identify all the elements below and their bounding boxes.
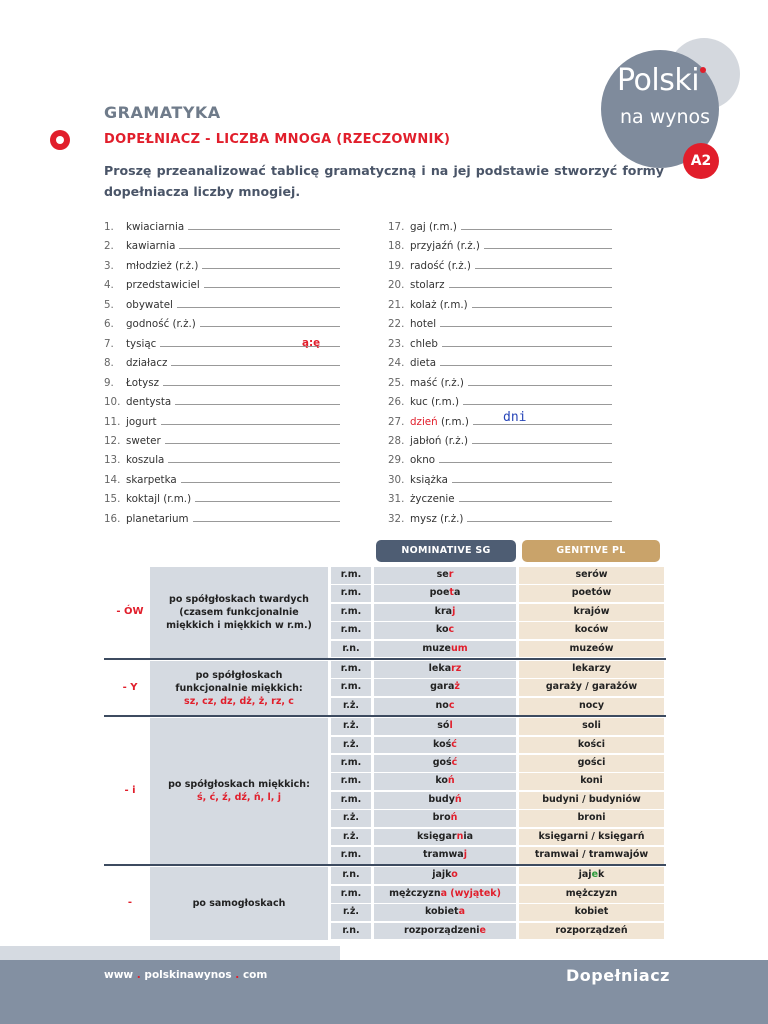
exercise-word: jabłoń (r.ż.) [410,434,469,447]
exercise-word: przedstawiciel [126,279,200,292]
stem: rozporządzeni [404,924,480,936]
stem: gara [430,681,455,693]
nominative-cell [374,718,516,735]
logo-title: Polski [617,63,700,98]
ending: ż [454,681,460,693]
exercise-number: 19. [388,259,405,272]
answer-line [461,217,612,230]
answer-line [163,373,340,386]
genitive-cell [519,867,664,884]
genitive-cell: muzeów [519,641,664,658]
exercise-item [104,353,340,372]
gender-cell: r.m. [331,604,371,621]
stem: jajk [432,869,452,881]
exercise-number: 23. [388,337,405,350]
answer-line [463,392,612,405]
exercise-number: 28. [388,434,405,447]
exercise-number: 9. [104,376,114,389]
rule-description [150,718,328,864]
gen-part: k [598,869,605,881]
genitive-cell: mężczyzn [519,886,664,903]
exercise-number: 1. [104,221,114,233]
exercise-number: 22. [388,318,405,331]
exercise-word: obywatel [126,298,173,311]
exercise-item [388,256,612,275]
rule-text [179,897,300,910]
nominative-cell [374,661,516,678]
exercise-word: godność (r.ż.) [126,318,196,331]
exercise-number: 12. [104,434,121,447]
genitive-cell: poetów [519,585,664,602]
answer-line [193,509,340,522]
exercise-item [104,509,340,528]
ending: rz [451,663,462,674]
rule-main: po spółgłoskach twardych (czasem funkcjonalnie miękkich i miękkich w r.m.) [166,594,312,631]
ending: um [450,642,468,654]
exercise-item [388,334,612,353]
rule-text [150,669,328,708]
gender-cell: r.ż. [331,718,371,735]
answer-line [467,509,612,522]
exercise-item [388,236,612,255]
stem: mężczyzn [389,887,441,899]
ending: n [456,830,464,842]
answer-line [195,489,340,502]
nominative-cell [374,867,516,884]
stem: kra [434,605,453,617]
exercise-item [388,489,612,508]
nominative-cell [374,847,516,864]
gender-cell: r.m. [331,886,371,903]
gender-cell: r.m. [331,585,371,602]
exercise-item [104,392,340,411]
exercise-number: 18. [388,240,405,253]
stem: bro [432,812,451,824]
exercise-word: życzenie [410,493,455,506]
ending: e [479,924,486,936]
ending: j [463,849,467,860]
exercise-word: skarpetka [126,473,177,486]
exercise-note: ą:ę [302,336,321,349]
exercise-number: 30. [388,473,405,486]
exercise-item [104,334,340,353]
rule-text [150,593,328,632]
exercise-word: mysz (r.ż.) [410,512,464,525]
nominative-cell [374,679,516,696]
stem: no [435,699,449,711]
stem: leka [428,663,452,674]
exercise-item [104,450,340,469]
exercise-word: okno [410,454,436,467]
exercise-word: stolarz [410,279,445,292]
exercise-number: 14. [104,473,121,486]
nominative-cell [374,755,516,772]
instruction-text: Proszę przeanalizować tablicę gramatyczną i na jej podstawie stworzyć formy dopełniacza liczby mnogiej. [104,163,664,199]
exercise-number: 16. [104,512,121,525]
ending: c [448,624,455,636]
genitive-cell: koców [519,622,664,639]
rule-consonants: sz, cz, dz, dż, ż, rz, c [184,695,294,707]
stem-tail: ia [463,830,473,842]
exercise-item [104,431,340,450]
gender-cell: r.ż. [331,810,371,827]
stem: só [437,720,450,732]
exercise-item [388,314,612,333]
ending-label: - ÓW [116,606,144,617]
gen-part: jaj [578,869,592,881]
exercise-number: 8. [104,357,114,370]
exercise-word: chleb [410,337,438,350]
nominative-cell [374,792,516,809]
exercise-word: książka [410,473,448,486]
exercise-item [388,450,612,469]
answer-line [473,412,612,425]
answer-line [165,431,340,444]
gender-cell: r.n. [331,641,371,658]
exercise-item [104,217,340,236]
footer-title: Dopełniacz [566,966,670,985]
stem: księgar [416,830,457,842]
gender-cell: r.m. [331,567,371,584]
genitive-cell: budyni / budyniów [519,792,664,809]
ending-label: - Y [122,681,138,693]
rule-description [150,867,328,940]
answer-line [472,431,612,444]
answer-line [181,470,340,483]
gender-cell: r.m. [331,792,371,809]
exercise-number: 20. [388,279,405,292]
genitive-cell: soli [519,718,664,735]
stem: koś [433,738,452,750]
rule-main: po spółgłoskach miękkich: [168,779,310,791]
nominative-cell [374,773,516,790]
gender-cell: r.m. [331,661,371,678]
stem: poe [429,587,450,599]
genitive-cell: kobiet [519,904,664,921]
genitive-cell: kości [519,737,664,754]
exercise-word: gaj (r.m.) [410,221,457,233]
gender-cell: r.ż. [331,737,371,754]
exercise-word: młodzież (r.ż.) [126,259,199,272]
header-genitive: GENITIVE PL [522,540,660,562]
exercise-word: kolaż (r.m.) [410,298,468,311]
exercise-word: kawiarnia [126,240,176,253]
answer-line [459,489,612,502]
exercise-number: 15. [104,493,121,506]
exercise-item [104,236,340,255]
answer-line [188,217,340,230]
ending: j [452,605,456,617]
exercise-word: tysiąc [126,337,157,350]
answer-line [179,236,340,249]
gear-icon [50,130,70,150]
genitive-cell: garaży / garażów [519,679,664,696]
gender-cell: r.m. [331,847,371,864]
exercise-word: dzień [410,415,438,428]
exercise-item [104,314,340,333]
stem: tramwa [423,849,464,860]
exercise-item [388,431,612,450]
exercise-item [104,295,340,314]
exercise-word: radość (r.ż.) [410,259,471,272]
exercise-number: 29. [388,454,405,467]
genitive-cell: tramwai / tramwajów [519,847,664,864]
exercise-number: 2. [104,240,114,253]
exercise-gender: (r.m.) [437,415,469,428]
answer-line [449,275,612,288]
genitive-cell: broni [519,810,664,827]
stem: se [436,569,449,580]
gender-cell: r.n. [331,923,371,940]
exercise-number: 17. [388,221,405,233]
nominative-cell [374,585,516,602]
group-separator [104,658,666,660]
answer-line [452,470,612,483]
stem: muze [422,642,451,654]
exercise-word: przyjaźń (r.ż.) [410,240,480,253]
nominative-cell [374,698,516,715]
answer-line [440,353,612,366]
ending: o [451,869,458,881]
exercise-word: działacz [126,357,168,370]
gender-cell: r.n. [331,867,371,884]
stem: kobiet [424,906,459,918]
exercise-word: kuc (r.m.) [410,396,460,409]
answer-line [204,275,340,288]
exercise-word: dieta [410,357,437,370]
nominative-cell [374,829,516,846]
ending-label: - [127,897,133,909]
stem-tail: a [453,587,461,599]
answer-line [484,236,612,249]
genitive-cell: lekarzy [519,661,664,678]
exercise-number: 25. [388,376,405,389]
gender-cell: r.ż. [331,904,371,921]
exercise-word: planetarium [126,512,189,525]
answer-line [475,256,612,269]
ending: r [448,569,454,580]
exercise-word: koszula [126,454,165,467]
ending: ń [447,775,455,787]
ending: a [458,906,466,918]
nominative-cell [374,604,516,621]
gender-cell: r.m. [331,773,371,790]
rule-main: po spółgłoskach funkcjonalnie miękkich: [175,669,303,694]
gender-cell: r.m. [331,679,371,696]
ending: l [449,720,453,732]
exercise-number: 10. [104,396,121,409]
exercise-number: 3. [104,259,114,272]
exercise-word: sweter [126,434,161,447]
rule-main: po samogłoskach [192,898,286,910]
nominative-cell [374,737,516,754]
exercise-word: jogurt [126,415,157,428]
genitive-cell: rozporządzeń [519,923,664,940]
exercise-word: kwiaciarnia [126,221,185,233]
nominative-cell [374,904,516,921]
exercise-item [388,353,612,372]
ending: c [448,699,455,711]
answer-line [168,450,340,463]
answer-line [171,353,340,366]
ending: ń [454,793,462,805]
exercise-number: 27. [388,415,405,428]
exercise-number: 31. [388,493,405,506]
logo-subtitle: na wynos [620,106,711,128]
exercise-item [388,373,612,392]
genitive-cell: serów [519,567,664,584]
answer-line [439,450,612,463]
group-separator [104,864,666,866]
answer-line [200,314,340,327]
exercise-item [104,470,340,489]
exercise-item [388,470,612,489]
exercise-word: hotel [410,318,437,331]
exercise-item [104,256,340,275]
stem: goś [432,757,452,768]
exercise-number: 26. [388,396,405,409]
exercise-item [388,509,612,528]
section-title: GRAMATYKA [104,103,221,122]
stem: ko [435,624,449,636]
gender-cell: r.m. [331,622,371,639]
exercise-word: koktajl (r.m.) [126,493,192,506]
gender-cell: r.ż. [331,698,371,715]
nominative-cell [374,641,516,658]
exercise-number: 5. [104,298,114,311]
stem: budy [428,793,455,805]
nominative-cell [374,622,516,639]
rule-description [150,567,328,658]
genitive-cell: nocy [519,698,664,715]
answer-line [202,256,340,269]
exercise-item [104,412,340,431]
answer-line [161,412,341,425]
exercise-item [104,373,340,392]
rule-text [154,778,324,804]
exercise-word: maść (r.ż.) [410,376,464,389]
ending: ć [451,757,458,768]
exercise-item [388,392,612,411]
answer-line [440,314,612,327]
exercise-item [388,409,612,431]
exercise-number: 24. [388,357,405,370]
rule-description [150,661,328,715]
stem: ko [435,775,448,787]
exercise-item [388,295,612,314]
genitive-cell: krajów [519,604,664,621]
exercise-word: dentysta [126,396,172,409]
exercise-number: 21. [388,298,405,311]
exercise-number: 4. [104,279,114,292]
exercise-item [388,217,612,236]
gen-inserted: e [591,869,599,881]
nominative-cell [374,810,516,827]
footer-url[interactable]: www . polskinawynos . com [104,969,268,981]
gender-cell: r.ż. [331,829,371,846]
nominative-cell [374,923,516,940]
footer [0,946,768,1024]
exercise-item [388,275,612,294]
genitive-cell: gości [519,755,664,772]
answer-line [472,295,612,308]
exercise-number: 32. [388,512,405,525]
page-subtitle: DOPEŁNIACZ - LICZBA MNOGA (RZECZOWNIK) [104,132,451,147]
ending: ń [450,812,458,824]
level-badge: A2 [683,143,719,179]
group-separator [104,715,666,717]
nominative-cell [374,567,516,584]
exercise-item [104,489,340,508]
answer-line [468,373,612,386]
exercise-number: 6. [104,318,114,331]
exercise-word: Łotysz [126,376,159,389]
answer-line [177,295,340,308]
exercise-item [104,275,340,294]
exercise-number: 7. [104,337,114,350]
nominative-cell [374,886,516,903]
genitive-cell: księgarni / księgarń [519,829,664,846]
answer-line [175,392,340,405]
ending-label: - i [124,784,136,796]
handwritten-answer: dni [503,409,527,425]
ending: t [449,587,454,599]
ending: a (wyjątek) [440,887,501,899]
exercise-number: 13. [104,454,121,467]
answer-line [442,334,612,347]
rule-consonants: ś, ć, ź, dź, ń, l, j [197,792,281,804]
exercise-number: 11. [104,415,121,428]
logo-dot [700,67,706,73]
header-nominative: NOMINATIVE SG [376,540,516,562]
genitive-cell: koni [519,773,664,790]
ending: ć [451,738,457,750]
gender-cell: r.m. [331,755,371,772]
footer-band-light [0,946,340,960]
